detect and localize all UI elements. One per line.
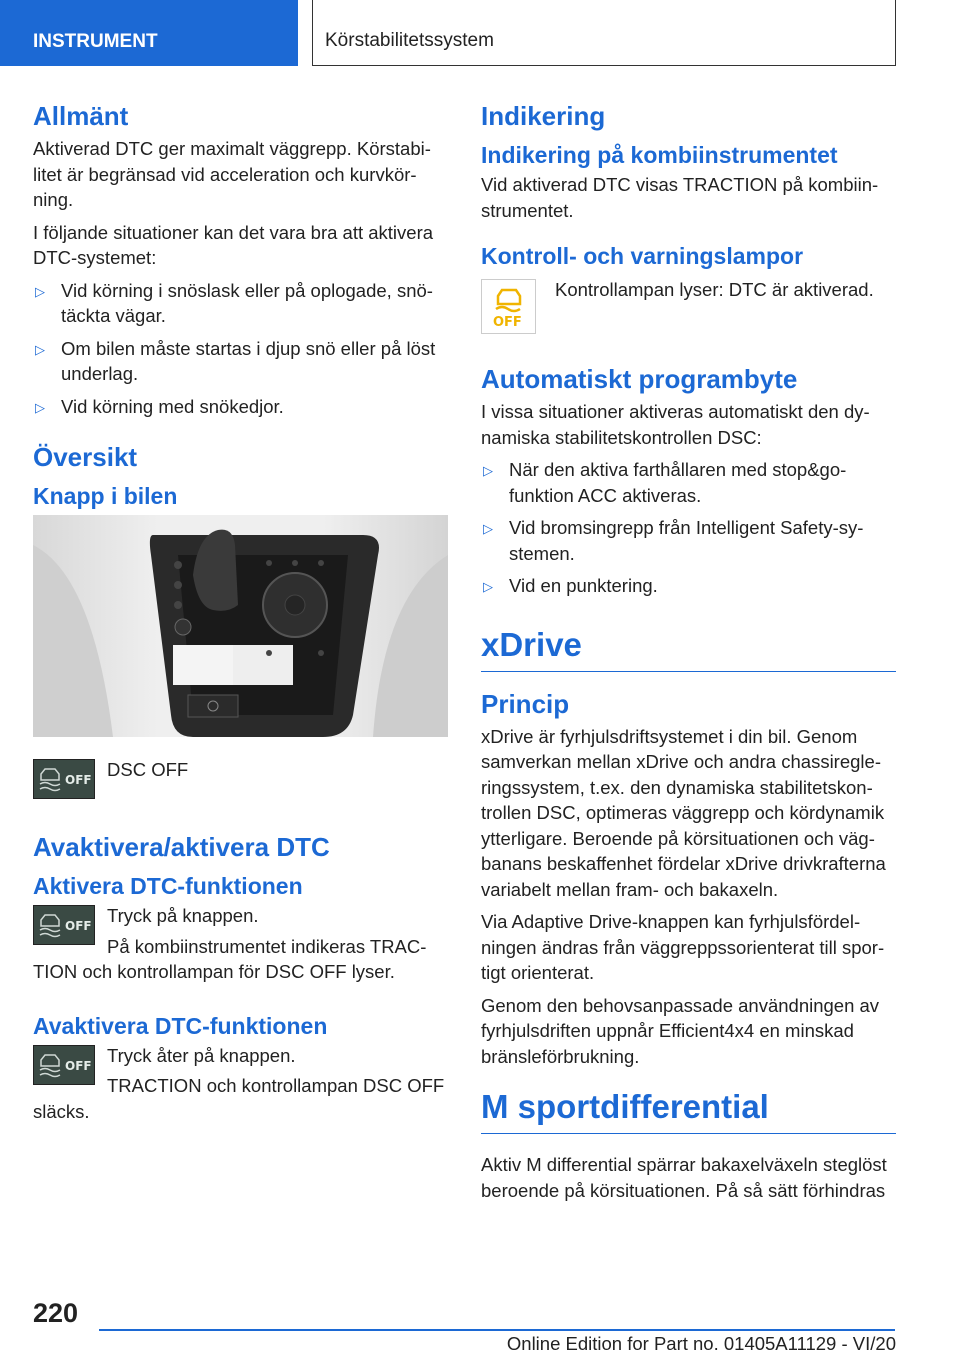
icon-caption: DSC OFF (107, 759, 189, 780)
triangle-bullet-icon: ▷ (483, 463, 493, 478)
paragraph: Genom den behovsanpassade användningen av fyrhjulsdriften uppnår Efficient4x4 en minskad bränsleförbrukning. (481, 994, 880, 1067)
page-header (0, 0, 960, 66)
subheading-princip: Princip (481, 688, 570, 719)
paragraph: xDrive är fyrhjulsdriftsystemet i din bil. Genom samverkan mellan xDrive och andra chassiregleringssystem, t.ex. den dynamiska stabilitetskontrollen DSC, optimeras väggrepp och kördynamik ytterligare. Beroende på körsituationen och vägbanans beskaffenhet fördelar xDrive drivkrafterna variabelt mellan fram- och bakaxeln. (481, 725, 886, 900)
svg-text:OFF: OFF (65, 919, 92, 933)
paragraph: Vid aktiverad DTC visas TRACTION på kombiinstrumentet. (481, 174, 879, 221)
chapter-title: Körstabilitetssystem (312, 0, 896, 66)
center-console-photo (33, 515, 448, 737)
paragraph: Tryck på knappen. (107, 905, 259, 926)
heading-avaktivera-aktivera: Avaktivera/aktivera DTC (33, 832, 330, 862)
footer-divider (99, 1329, 895, 1331)
paragraph: TRACTION och kontrollampan DSC OFF släcks. (33, 1075, 445, 1122)
triangle-bullet-icon: ▷ (35, 283, 45, 299)
left-column (33, 100, 448, 1131)
dsc-off-icon (33, 759, 95, 799)
traction-lamp-row (481, 277, 896, 339)
svg-text:OFF: OFF (65, 1058, 92, 1073)
page-number: 220 (33, 1298, 79, 1328)
dsc-off-icon (33, 1045, 95, 1085)
list-item: ▷ Vid körning med snökedjor. (33, 394, 448, 420)
svg-text:OFF: OFF (65, 773, 92, 787)
right-column (481, 100, 896, 1210)
subheading-knapp: Knapp i bilen (33, 483, 178, 509)
center-console-illustration (33, 515, 448, 737)
paragraph: I följande situationer kan det vara bra att aktivera DTC-systemet: (33, 221, 434, 268)
subheading-kombiinstrumentet: Indikering på kombiinstrumentet (481, 142, 838, 168)
paragraph: Aktiverad DTC ger maximalt väggrepp. Körstabilitet är begränsad vid acceleration och kurvkörning. (33, 138, 431, 210)
lamp-text: Kontrollampan lyser: DTC är aktiverad. (555, 279, 874, 300)
triangle-bullet-icon: ▷ (35, 341, 45, 357)
triangle-bullet-icon: ▷ (483, 521, 493, 536)
list-item: ▷ Om bilen måste startas i djup snö eller på löst underlag. (35, 337, 436, 384)
section-tab: INSTRUMENT (0, 0, 298, 66)
dsc-off-row (33, 757, 448, 807)
heading-oversikt: Översikt (33, 442, 138, 472)
aktivera-row (33, 903, 448, 933)
paragraph: I vissa situationer aktiveras automatiskt den dynamiska stabilitetskontrollen DSC: (481, 401, 870, 448)
bullet-list (481, 457, 896, 599)
paragraph: Via Adaptive Drive-knappen kan fyrhjulsfördelningen ändras från väggreppssorienterat till sportigt orienterat. (481, 911, 885, 983)
paragraph: Aktiv M differential spärrar bakaxelväxeln steglöst beroende på körsituationen. På så sätt förhindras (481, 1154, 887, 1201)
paragraph: På kombiinstrumentet indikeras TRACTION och kontrollampan för DSC OFF lyser. (33, 935, 427, 982)
edition-text: Online Edition for Part no. 01405A11129 - VI/20 (506, 1333, 896, 1354)
svg-text:OFF: OFF (492, 314, 522, 330)
heading-indikering: Indikering (481, 101, 606, 131)
list-item: ▷ Vid körning i snöslask eller på oplogade, snötäckta vägar. (35, 279, 433, 326)
triangle-bullet-icon: ▷ (483, 579, 493, 594)
triangle-bullet-icon: ▷ (35, 399, 45, 415)
list-item: ▷ När den aktiva farthållaren med stop&go-funktion ACC aktiveras. (483, 459, 847, 506)
subheading-avaktivera: Avaktivera DTC-funktionen (33, 1012, 328, 1039)
list-item: ▷ Vid bromsingrepp från Intelligent Safety-systemen. (483, 517, 864, 564)
heading-xdrive: xDrive (481, 625, 896, 672)
paragraph: Tryck åter på knappen. (107, 1044, 296, 1066)
heading-automatiskt: Automatiskt programbyte (481, 364, 798, 394)
list-item: ▷ Vid en punktering. (481, 573, 896, 599)
subheading-lampor: Kontroll- och varningslampor (481, 243, 804, 269)
subheading-aktivera: Aktivera DTC-funktionen (33, 873, 303, 899)
heading-allmant: Allmänt (33, 101, 129, 131)
heading-msport: M sportdifferential (481, 1087, 896, 1134)
traction-lamp-icon (481, 279, 536, 334)
avaktivera-row (33, 1043, 448, 1073)
bullet-list (33, 278, 448, 420)
dsc-off-icon (33, 905, 95, 945)
